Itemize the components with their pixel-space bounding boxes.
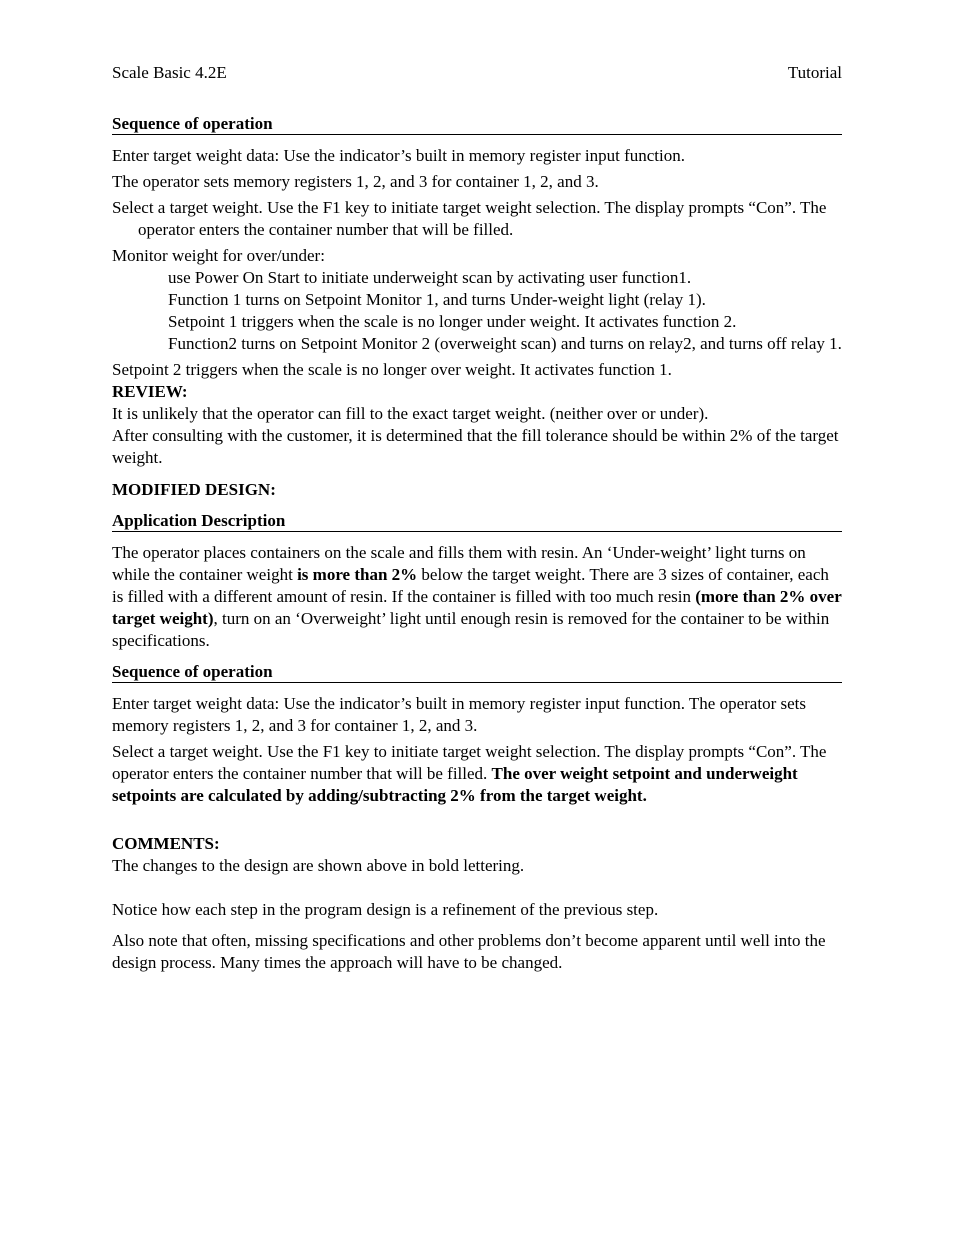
paragraph: The operator places containers on the scale and fills them with resin. An ‘Under-weight’ light turns on while the container weight is more than 2% below the target weight. There are 3 sizes of container, each is filled with a different amount of resin. If the container is filled with too much resin (more than 2% over target weight), turn on an ‘Overweight’ light until enough resin is removed for the container to be within specifications.	[112, 543, 842, 650]
comments-heading: COMMENTS:	[112, 834, 220, 853]
header-right: Tutorial	[787, 63, 842, 82]
modified-heading: MODIFIED DESIGN:	[112, 480, 276, 499]
bold-change: The over weight setpoint and underweight setpoints are calculated by adding/subtracting 2% from the target weight.	[112, 764, 798, 805]
paragraph: Monitor weight for over/under:	[112, 246, 325, 265]
paragraph: Setpoint 2 triggers when the scale is no longer over weight. It activates function 1.	[112, 360, 672, 379]
list-item: Function 1 turns on Setpoint Monitor 1, and turns Under-weight light (relay 1).	[168, 290, 706, 309]
paragraph: Notice how each step in the program design is a refinement of the previous step.	[112, 900, 659, 919]
paragraph: Select a target weight. Use the F1 key to initiate target weight selection. The display prompts “Con”. The operator enters the container number that will be filled.	[112, 198, 827, 239]
review-heading: REVIEW:	[112, 382, 188, 401]
section-heading: Sequence of operation	[112, 114, 842, 135]
header-left: Scale Basic 4.2E	[112, 63, 227, 82]
paragraph: It is unlikely that the operator can fill to the exact target weight. (neither over or under).	[112, 404, 709, 423]
section-heading: Application Description	[112, 511, 842, 532]
bold-change: is more than 2%	[297, 565, 418, 584]
paragraph: Select a target weight. Use the F1 key to initiate target weight selection. The display prompts “Con”. The operator enters the container number that will be filled. The over weight setpoint and underweight setpoints are calculated by adding/subtracting 2% from the target weight.	[112, 742, 827, 805]
list-item: Setpoint 1 triggers when the scale is no longer under weight. It activates function 2.	[168, 312, 737, 331]
page-header	[112, 62, 842, 84]
paragraph: The operator sets memory registers 1, 2, and 3 for container 1, 2, and 3.	[112, 172, 599, 191]
paragraph: Enter target weight data: Use the indicator’s built in memory register input function. The operator sets memory registers 1, 2, and 3 for container 1, 2, and 3.	[112, 694, 806, 735]
document-body	[112, 114, 842, 974]
paragraph: The changes to the design are shown above in bold lettering.	[112, 856, 525, 875]
paragraph: After consulting with the customer, it is determined that the fill tolerance should be within 2% of the target weight.	[112, 426, 839, 467]
paragraph: Also note that often, missing specifications and other problems don’t become apparent until well into the design process. Many times the approach will have to be changed.	[112, 931, 826, 972]
paragraph: Enter target weight data: Use the indicator’s built in memory register input function.	[112, 146, 685, 165]
list-item: use Power On Start to initiate underweight scan by activating user function1.	[168, 268, 692, 287]
list-item: Function2 turns on Setpoint Monitor 2 (overweight scan) and turns on relay2, and turns off relay 1.	[168, 334, 842, 353]
bold-change: (more than 2% over target weight)	[112, 587, 842, 628]
section-heading: Sequence of operation	[112, 662, 842, 683]
